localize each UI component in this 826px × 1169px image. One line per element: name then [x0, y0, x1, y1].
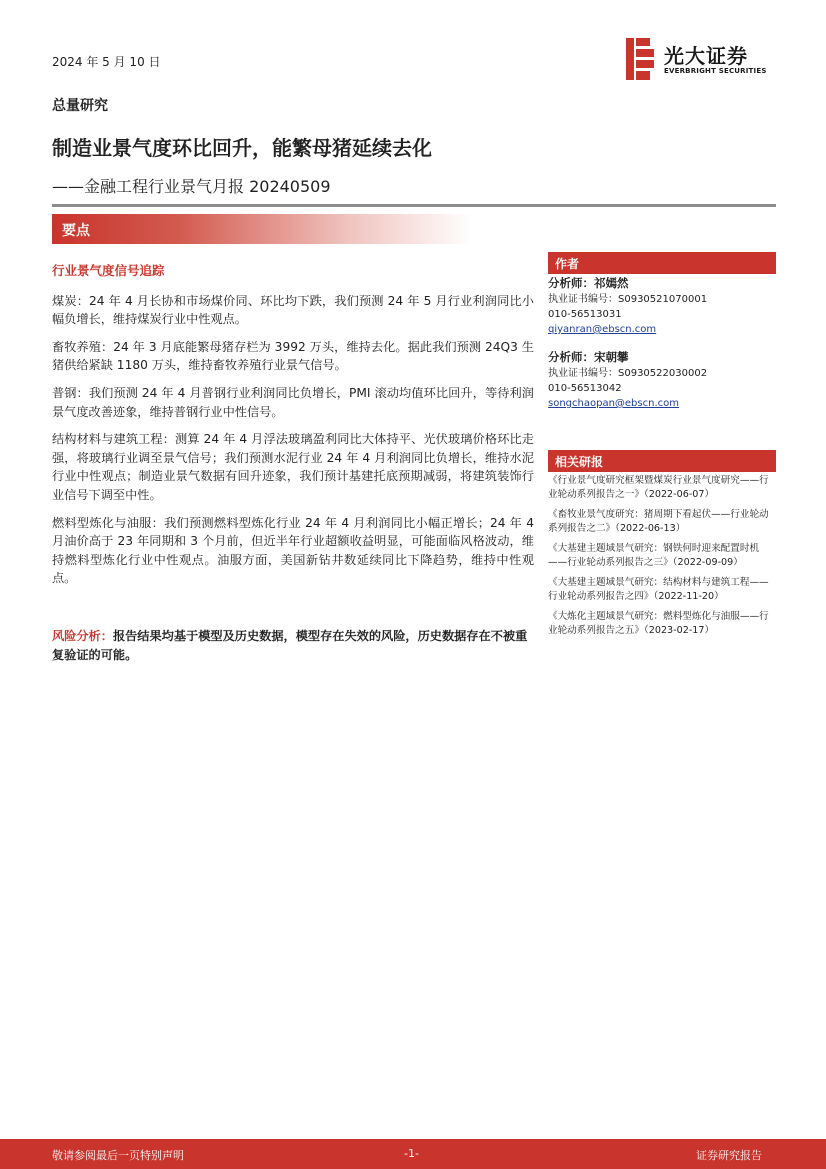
footer-disclaimer: 敬请参阅最后一页特别声明	[52, 1149, 184, 1162]
related-report-item: 《行业景气度研究框架暨煤炭行业景气度研究——行业轮动系列报告之一》（2022-06-07）	[548, 475, 769, 500]
analyst-cert: 执业证书编号：S0930522030002	[548, 368, 708, 379]
logo-mark-icon	[626, 38, 656, 80]
risk-label: 风险分析：	[52, 629, 113, 643]
report-title: 制造业景气度环比回升，能繁母猪延续去化	[52, 136, 432, 160]
analyst-email-link[interactable]: songchaopan@ebscn.com	[548, 398, 679, 409]
author-header-bar	[548, 252, 776, 274]
paragraph-steel: 普钢：我们预测 24 年 4 月普钢行业利润同比负增长，PMI 滚动均值环比回升，等待利润景气度改善迹象，维持普钢行业中性信号。	[52, 385, 534, 419]
risk-analysis	[52, 627, 534, 664]
author-header-label: 作者	[555, 257, 580, 271]
logo-text-cn: 光大证券	[664, 44, 748, 68]
analyst-name: 分析师：宋朝攀	[548, 350, 629, 364]
analyst-cert: 执业证书编号：S0930521070001	[548, 294, 708, 305]
logo-text-en: EVERBRIGHT SECURITIES	[664, 67, 767, 75]
page-number: -1-	[404, 1147, 419, 1160]
related-report-item: 《畜牧业景气度研究：猪周期下看起伏——行业轮动系列报告之二》（2022-06-13）	[548, 509, 769, 534]
paragraph-construction: 结构材料与建筑工程：测算 24 年 4 月浮法玻璃盈利同比大体持平、光伏玻璃价格环比走强，将玻璃行业调至景气信号；我们预测水泥行业 24 年 4 月利润同比负增长，维持水泥行业中性观点；制造业景气数据有回升迹象，我们预计基建托底预期减弱，将建筑装饰行业信号下调至中性。	[52, 432, 534, 502]
report-category: 总量研究	[52, 98, 108, 114]
footer-report-type: 证券研究报告	[696, 1149, 762, 1162]
paragraph-refining: 燃料型炼化与油服：我们预测燃料型炼化行业 24 年 4 月利润同比小幅正增长；24 年 4 月油价高于 23 年同期和 3 个月前，但近半年行业超额收益明显，可能面临风格波动，维持燃料型炼化行业中性观点。油服方面，美国新钻井数延续同比下降趋势，维持中性观点。	[52, 515, 534, 586]
related-reports-list	[548, 474, 778, 644]
signal-tracking-heading: 行业景气度信号追踪	[52, 263, 165, 278]
main-content	[52, 262, 534, 597]
related-report-item: 《大炼化主题域景气研究：燃料型炼化与油服——行业轮动系列报告之五》（2023-02-17）	[548, 611, 769, 636]
related-report-item: 《大基建主题域景气研究：钢铁何时迎来配置时机——行业轮动系列报告之三》（2022-09-09）	[548, 543, 760, 568]
analyst-email-link[interactable]: qiyanran@ebscn.com	[548, 324, 657, 335]
page-footer	[0, 1139, 826, 1169]
paragraph-coal: 煤炭：24 年 4 月长协和市场煤价同、环比均下跌，我们预测 24 年 5 月行业利润同比小幅负增长，维持煤炭行业中性观点。	[52, 293, 534, 327]
report-subtitle: ——金融工程行业景气月报 20240509	[52, 177, 331, 196]
analyst-card	[548, 276, 776, 337]
key-points-label: 要点	[62, 223, 90, 239]
analyst-name: 分析师：祁嫣然	[548, 276, 629, 290]
paragraph-livestock: 畜牧养殖：24 年 3 月底能繁母猪存栏为 3992 万头，维持去化。据此我们预测 24Q3 生猪供给紧缺 1180 万头，维持畜牧养殖行业景气信号。	[52, 339, 534, 373]
related-header-bar	[548, 450, 776, 472]
analyst-card	[548, 350, 776, 411]
risk-text: 报告结果均基于模型及历史数据，模型存在失效的风险，历史数据存在不被重复验证的可能。	[52, 629, 528, 662]
key-points-bar	[52, 214, 472, 244]
analyst-phone: 010-56513042	[548, 383, 622, 394]
related-report-item: 《大基建主题域景气研究：结构材料与建筑工程——行业轮动系列报告之四》（2022-11-20）	[548, 577, 769, 602]
report-date: 2024 年 5 月 10 日	[52, 55, 161, 69]
related-header-label: 相关研报	[555, 455, 604, 469]
analyst-phone: 010-56513031	[548, 309, 622, 320]
header-divider	[52, 204, 776, 207]
company-logo	[626, 38, 786, 82]
